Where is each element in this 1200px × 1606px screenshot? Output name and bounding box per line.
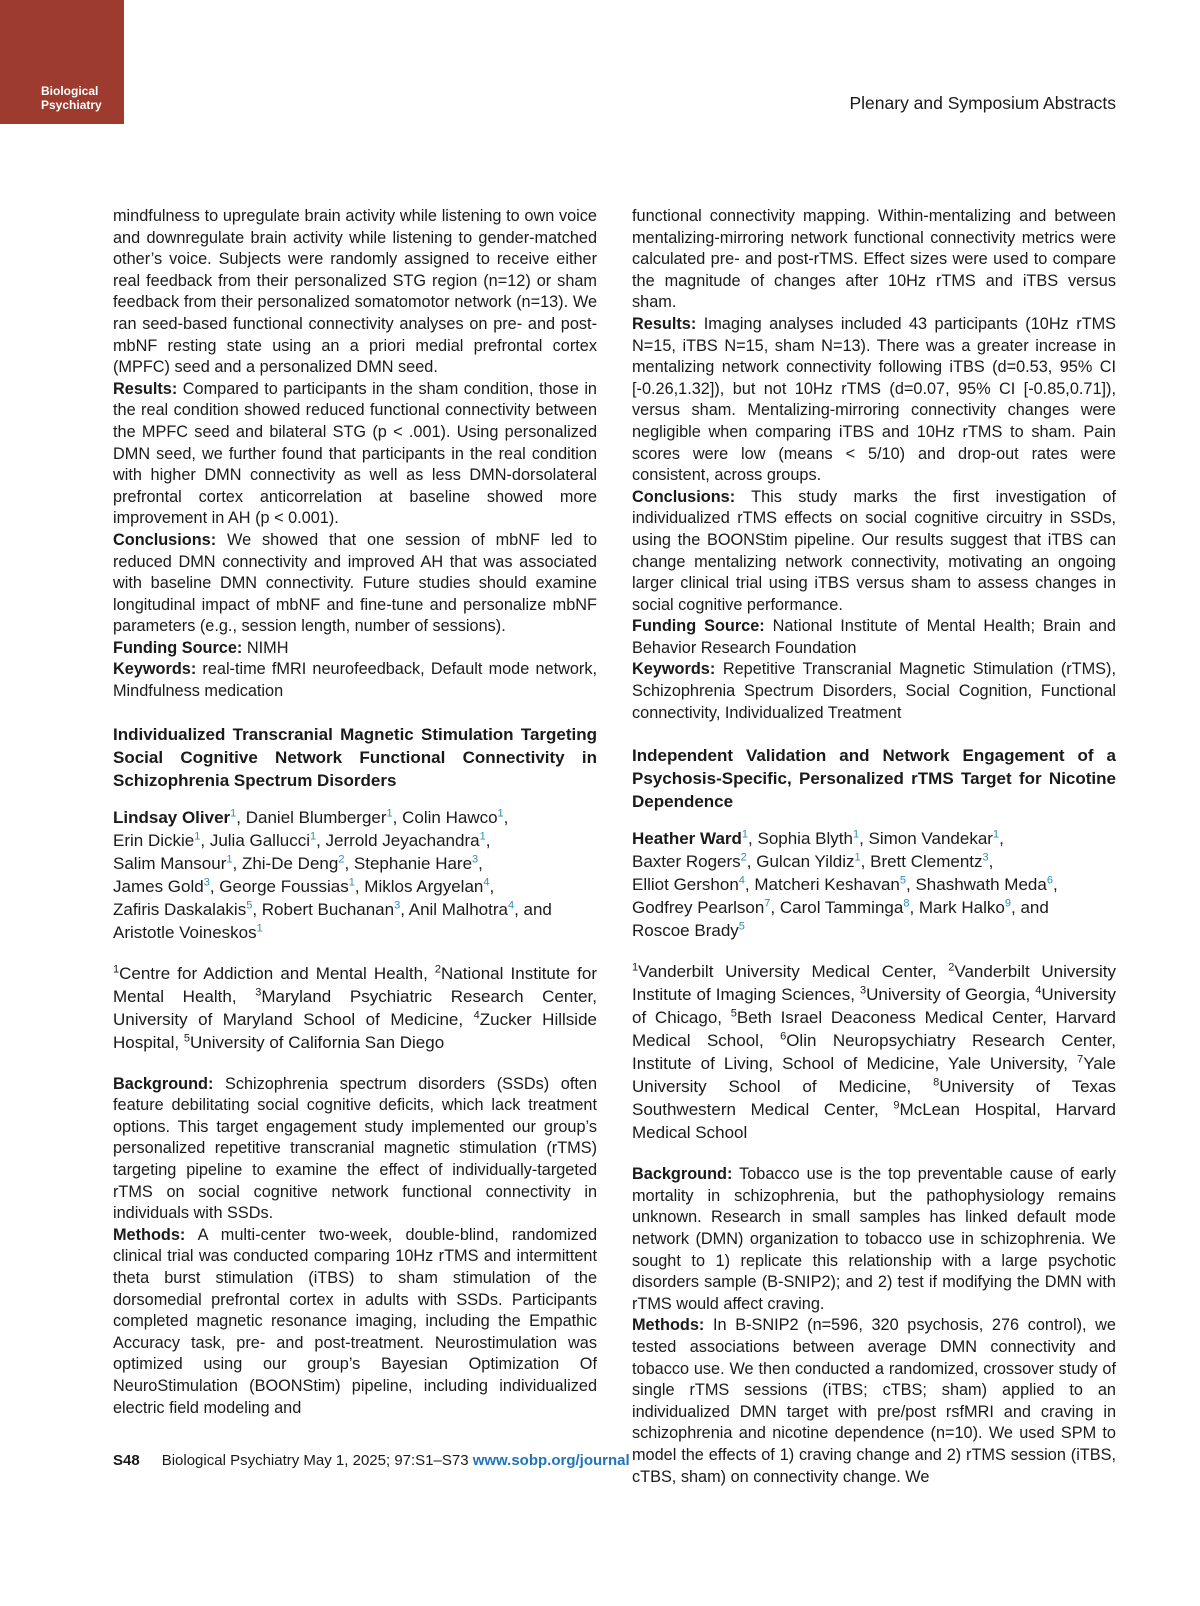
affiliation: Olin Neuropsychiatry Research Center, Institute of Living, School of Medicine, Yale University, [632,1031,1117,1074]
section-text: This study marks the first investigation of individualized rTMS effects on social cognitive circuitry in SSDs, using the BOONStim pipeline. Our results suggest that iTBS can change mentalizing network connectivity, motivating an ongoing larger clinical trial using iTBS versus sham to assess changes in social cognitive performance. [632,487,1116,614]
affiliation: Centre for Addiction and Mental Health, [119,963,435,983]
abstract-1-funding [113,638,597,660]
affiliation: Beth Israel Deaconess Medical Center, Harvard Medical School, [632,1008,1116,1051]
section-text: Imaging analyses included 43 participants (10Hz rTMS N=15, iTBS N=15, sham N=13). There was a greater increase in mentalizing network connectivity following iTBS (d=0.53, 95% CI [-0.26,1.32]), but not 10Hz rTMS (d=0.07, 95% CI [-0.85,0.71]), versus sham. Mentalizing-mirroring connectivity changes were negligible when comparing iTBS and 10Hz rTMS to sham. Pain scores were low (means < 5/10) and drop-out rates were consistent, across groups. [632,314,1116,485]
first-author: Heather Ward [632,829,742,849]
section-label: Results: [632,314,697,333]
abstract-2-background [113,1074,597,1225]
affiliation: Maryland Psychiatric Research Center, University of Maryland School of Medicine, [113,986,597,1029]
section-text: NIMH [242,638,289,657]
affiliation: National Institute for Mental Health, [113,963,597,1006]
affiliation: University of Chicago, [632,985,1116,1028]
affiliation: University of Georgia, [866,985,1036,1005]
abstract-2-methods-continuation: functional connectivity mapping. Within-mentalizing and between mentalizing-mirroring network functional connectivity metrics were calculated pre- and post-rTMS. Effect sizes were used to compare the magnitude of changes after 10Hz rTMS and iTBS versus sham. [632,207,1116,312]
section-text: National Institute of Mental Health; Brain and Behavior Research Foundation [632,617,1116,657]
section-text: We showed that one session of mbNF led to reduced DMN connectivity and improved AH that was associated with baseline DMN connectivity. Future studies should examine longitudinal impact of mbNF and fine-tune and personalize mbNF parameters (e.g., session length, number of sessions). [113,530,597,636]
abstract-3-background [632,1164,1116,1315]
abstract-2-title: Individualized Transcranial Magnetic Stimulation Targeting Social Cognitive Network Functional Connectivity in Schizophrenia Spectrum Disorders [113,724,597,790]
abstract-2-results [632,314,1116,487]
logo-line-1: Biological [41,84,99,98]
section-text: A multi-center two-week, double-blind, randomized clinical trial was conducted comparing 10Hz rTMS and intermittent theta burst stimulation (iTBS) to sham stimulation of the dorsomedial prefrontal cortex in adults with SSDs. Participants completed magnetic resonance imaging, including the Empathic Accuracy task, pre- and post-treatment. Neurostimulation was optimized using our group’s Bayesian Optimization Of NeuroStimulation (BOONStim) pipeline, including individualized electric field modeling and [113,1225,597,1417]
section-text: Compared to participants in the sham condition, those in the real condition showed reduced functional connectivity between the MPFC seed and bilateral STG (p < .001). Using personalized DMN seed, we further found that participants in the real condition with higher DMN connectivity as well as less DMN-dorsolateral prefrontal cortex anticorrelation at baseline showed more improvement in AH (p < 0.001). [113,379,597,528]
affiliation: University of California San Diego [190,1032,445,1052]
section-label: Funding Source: [113,638,243,657]
left-column [113,206,597,1419]
abstract-3-affiliations: $^1$Vanderbilt University Medical Center, $^2$Vanderbilt University Institute of Imaging Sciences, $^3$University of Georgia, $^4$University of Chicago, $^5$Beth Israel Deaconess Medical Center, Harvard Medical School, $^6$Olin Neuropsychiatry Research Center, Institute of Living, School of Medicine, Yale University, $^7$Yale University School of Medicine, $^8$University of Texas Southwestern Medical Center, $^9$McLean Hospital, Harvard Medical School [632,961,1117,1143]
abstract-2-affiliations: $^1$Centre for Addiction and Mental Health, $^2$National Institute for Mental Health, $^3$Maryland Psychiatric Research Center, University of Maryland School of Medicine, $^4$Zucker Hillside Hospital, $^5$University of California San Diego [113,963,597,1052]
abstract-2-conclusions [632,487,1116,617]
section-text: Schizophrenia spectrum disorders (SSDs) often feature debilitating social cognitive deficits, which lack treatment options. This target engagement study implemented our group’s personalized repetitive transcranial magnetic stimulation (rTMS) targeting pipeline to examine the effect of individually-targeted rTMS on social cognitive network functional connectivity in individuals with SSDs. [113,1074,597,1223]
abstract-3-authors: Heather Ward$^1$, Sophia Blyth$^1$, Simon Vandekar$^1$, Baxter Rogers$^2$, Gulcan Yildiz$^1$, Brett Clementz$^3$, Elliot Gershon$^4$, Matcheri Keshavan$^5$, Shashwath Meda$^6$, Godfrey Pearlson$^7$, Carol Tamminga$^8$, Mark Halko$^9$, and Roscoe Brady$^5$ [632,828,1058,941]
section-label: Methods: [113,1225,186,1244]
section-text: Repetitive Transcranial Magnetic Stimulation (rTMS), Schizophrenia Spectrum Disorders, Social Cognition, Functional connectivity, Individualized Treatment [632,660,1116,722]
section-label: Keywords: [113,660,197,679]
abstract-2-authors: Lindsay Oliver$^1$, Daniel Blumberger$^1$, Colin Hawco$^1$, Erin Dickie$^1$, Julia Gallucci$^1$, Jerrold Jeyachandra$^1$, Salim Mansour$^1$, Zhi-De Deng$^2$, Stephanie Hare$^3$, James Gold$^3$, George Foussias$^1$, Miklos Argyelan$^4$, Zafiris Daskalakis$^5$, Robert Buchanan$^3$, Anil Malhotra$^4$, and Aristotle Voineskos$^1$ [113,807,552,942]
abstract-1-results [113,379,597,530]
section-label: Conclusions: [113,530,217,549]
abstract-1-keywords [113,659,597,702]
section-label: Methods: [632,1316,705,1335]
abstract-1-methods-continuation: mindfulness to upregulate brain activity while listening to own voice and downregulate brain activity while listening to gender-matched other’s voice. Subjects were randomly assigned to receive either real feedback from their personalized STG region (n=12) or sham feedback from their personalized somatomotor network (n=13). We ran seed-based functional connectivity analyses on pre- and post-mbNF resting state using an a priori medial prefrontal cortex (MPFC) seed and a personalized DMN seed. [113,207,597,377]
abstract-2-methods [113,1225,597,1419]
journal-logo [0,0,124,124]
section-label: Background: [632,1165,733,1184]
section-label: Funding Source: [632,617,765,636]
section-label: Keywords: [632,660,716,679]
section-text: real-time fMRI neurofeedback, Default mode network, Mindfulness medication [113,660,597,701]
affiliation: Vanderbilt University Institute of Imaging Sciences, [632,962,1116,1005]
abstract-3-methods [632,1315,1116,1488]
running-head: Plenary and Symposium Abstracts [849,93,1116,113]
section-label: Conclusions: [632,487,736,506]
right-column [632,206,1116,1488]
affiliation: Yale University School of Medicine, [632,1054,1116,1097]
first-author: Lindsay Oliver [113,807,231,827]
citation: Biological Psychiatry May 1, 2025; 97:S1–S73 [161,1452,473,1469]
section-label: Results: [113,379,178,398]
section-text: Tobacco use is the top preventable cause of early mortality in schizophrenia, but the pathophysiology remains unknown. Research in small samples has linked default mode network (DMN) organization to tobacco use in schizophrenia. We sought to 1) replicate this relationship with a large psychotic disorders sample (B-SNIP2); and 2) test if modifying the DMN with rTMS would affect craving. [632,1165,1116,1313]
abstract-3-title: Independent Validation and Network Engagement of a Psychosis-Specific, Personalized rTMS Target for Nicotine Dependence [632,746,1116,812]
abstract-1-conclusions [113,530,597,638]
section-text: In B-SNIP2 (n=596, 320 psychosis, 276 control), we tested associations between average DMN connectivity and tobacco use. We then conducted a randomized, crossover study of single rTMS sessions (iTBS; cTBS; sham) applied to an individualized DMN target with pre/post rsfMRI and craving in schizophrenia and nicotine dependence (n=10). We used SPM to model the effects of 1) craving change and 2) rTMS session (iTBS, cTBS, sham) on connectivity change. We [632,1316,1116,1486]
page-number: S48 [113,1452,140,1469]
affiliation: McLean Hospital, Harvard Medical School [632,1100,1116,1143]
journal-link[interactable]: www.sobp.org/journal [472,1452,630,1469]
affiliation: University of Texas Southwestern Medical Center, [632,1077,1116,1120]
abstract-2-funding [632,616,1116,659]
page-footer [113,1452,630,1469]
logo-line-2: Psychiatry [41,98,102,112]
section-label: Background: [113,1074,214,1093]
affiliation: Vanderbilt University Medical Center, [638,962,949,982]
affiliation: Zucker Hillside Hospital, [113,1009,597,1052]
abstract-2-keywords [632,659,1116,724]
